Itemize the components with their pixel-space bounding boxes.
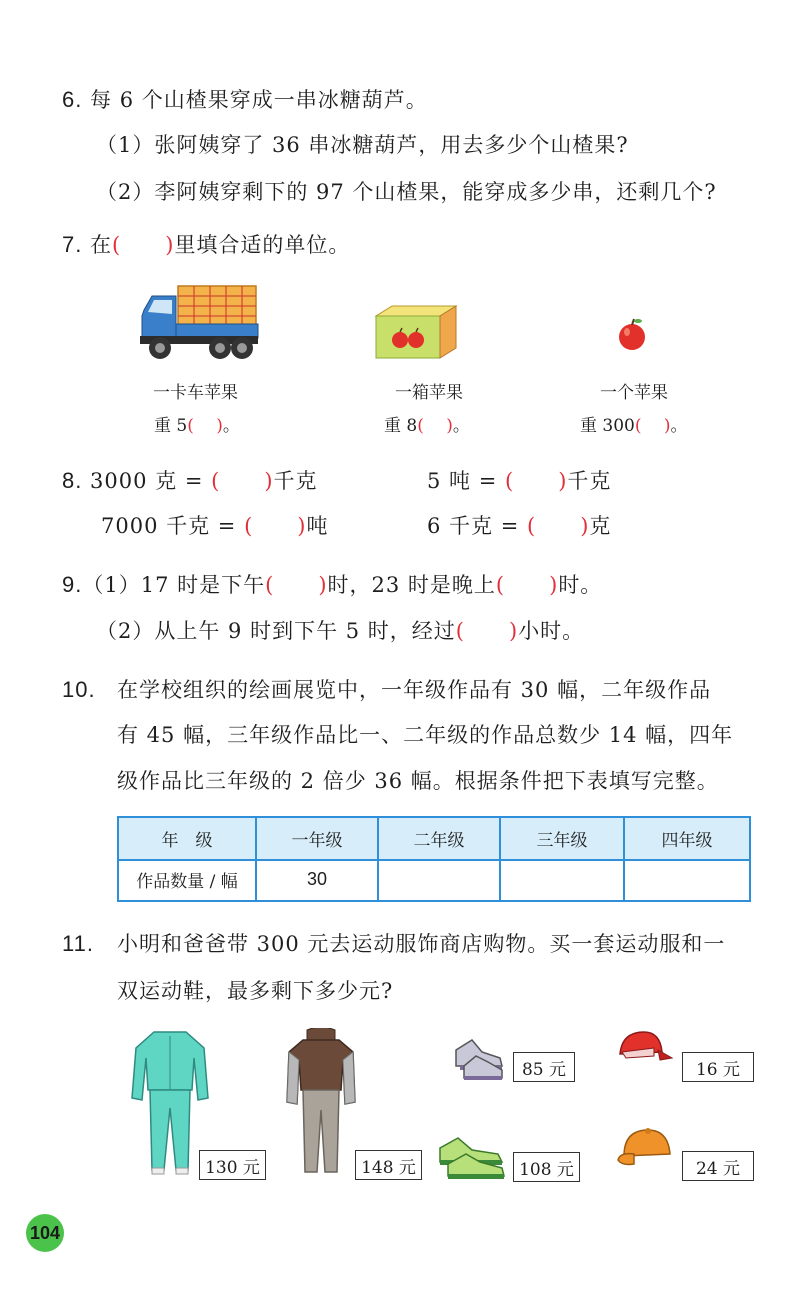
q8-item1: 8. 3000 克 = ( )千克: [62, 468, 318, 493]
q7-number: 7.: [62, 232, 83, 257]
q11-number: 11.: [62, 931, 94, 956]
q7-item3-line: 重 300( )。: [580, 416, 688, 436]
q11-text-1: 小明和爸爸带 300 元去运动服饰商店购物。买一套运动服和一: [117, 932, 726, 956]
truck-icon: [138, 280, 260, 364]
q11-text-2: 双运动鞋，最多剩下多少元?: [117, 979, 394, 1003]
table-header-cell: 一年级: [257, 818, 379, 859]
q7-item2-line: 重 8( )。: [384, 416, 470, 436]
q7-item3-blank[interactable]: ( ): [634, 416, 671, 436]
red-cap-icon: [614, 1028, 674, 1068]
q8-number: 8.: [62, 468, 83, 493]
q9-blank2[interactable]: ( ): [495, 573, 559, 597]
q10-text-2: 有 45 幅，三年级作品比一、二年级的作品总数少 14 幅，四年: [117, 723, 734, 747]
table-header-row: [119, 818, 749, 861]
q8-item4: 6 千克 = ( )克: [427, 514, 612, 538]
q7-item2-label: 一箱苹果: [395, 383, 463, 403]
q8-item3-blank[interactable]: ( ): [244, 514, 307, 538]
q7-item3-label: 一个苹果: [600, 383, 668, 403]
page-number: 104: [26, 1214, 64, 1252]
q8-item2: 5 吨 = ( )千克: [427, 469, 612, 493]
q7-line: [62, 231, 350, 259]
tracksuit-icon: [130, 1028, 210, 1178]
price-tag: 24 元: [682, 1151, 754, 1181]
q7-item1-line: 重 5( )。: [154, 416, 240, 436]
table-cell-blank[interactable]: [625, 859, 749, 900]
price-tag: 130 元: [199, 1150, 266, 1180]
q8-item4-blank[interactable]: ( ): [527, 514, 590, 538]
table-header-cell: 三年级: [501, 818, 625, 859]
q9-line1: 9.（1）17 时是下午( )时，23 时是晚上( )时。: [62, 572, 603, 597]
table-cell-blank[interactable]: [501, 859, 625, 900]
q7-post: 里填合适的单位。: [174, 233, 351, 257]
q9-line2: （2）从上午 9 时到下午 5 时，经过( )小时。: [96, 619, 585, 643]
q6-sub1: （1）张阿姨穿了 36 串冰糖葫芦，用去多少个山楂果?: [96, 133, 629, 157]
price-tag: 16 元: [682, 1052, 754, 1082]
price-tag: 108 元: [513, 1152, 580, 1182]
q9-blank1[interactable]: ( ): [265, 573, 328, 597]
table-row: [119, 859, 749, 900]
q10-text-3: 级作品比三年级的 2 倍少 36 幅。根据条件把下表填写完整。: [117, 769, 719, 793]
q6-text: 每 6 个山楂果穿成一串冰糖葫芦。: [90, 88, 428, 112]
q7-item1-blank[interactable]: ( ): [187, 416, 223, 436]
q8-item1-blank[interactable]: ( ): [211, 469, 274, 493]
q7-item2-blank[interactable]: ( ): [417, 416, 453, 436]
q8-item2-blank[interactable]: ( ): [505, 469, 568, 493]
q9-blank3[interactable]: ( ): [455, 619, 519, 643]
orange-cap-icon: [614, 1124, 678, 1176]
table-cell-blank[interactable]: [379, 859, 501, 900]
q9-number: 9.: [62, 572, 83, 597]
q7-blank[interactable]: ( ): [112, 233, 175, 257]
q6-number: 6.: [62, 87, 83, 112]
q8-item3: 7000 千克 = ( )吨: [101, 514, 329, 538]
table-header-cell: 二年级: [379, 818, 501, 859]
green-sneaker-icon: [436, 1130, 508, 1182]
price-tag: 148 元: [355, 1150, 422, 1180]
table-header-cell: 年 级: [119, 818, 257, 859]
table-cell: 30: [257, 859, 379, 900]
apple-icon: [614, 316, 650, 352]
sneaker-icon: [450, 1030, 506, 1082]
q6-line: [62, 86, 428, 114]
q10-table: [117, 816, 751, 902]
table-header-cell: 四年级: [661, 831, 713, 851]
q7-pre: 在: [90, 233, 113, 257]
q10-text-1: 在学校组织的绘画展览中，一年级作品有 30 幅，二年级作品: [117, 678, 712, 702]
hoodie-suit-icon: [285, 1028, 357, 1180]
q10-number: 10.: [62, 677, 96, 702]
table-cell: 作品数量 / 幅: [119, 859, 257, 900]
q11-number-line: [62, 930, 94, 958]
apple-box-icon: [372, 302, 462, 362]
q6-sub2: （2）李阿姨穿剩下的 97 个山楂果，能穿成多少串，还剩几个?: [96, 180, 717, 204]
q7-item1-label: 一卡车苹果: [153, 383, 238, 403]
price-tag: 85 元: [513, 1052, 575, 1082]
q10-line1: [62, 676, 96, 704]
